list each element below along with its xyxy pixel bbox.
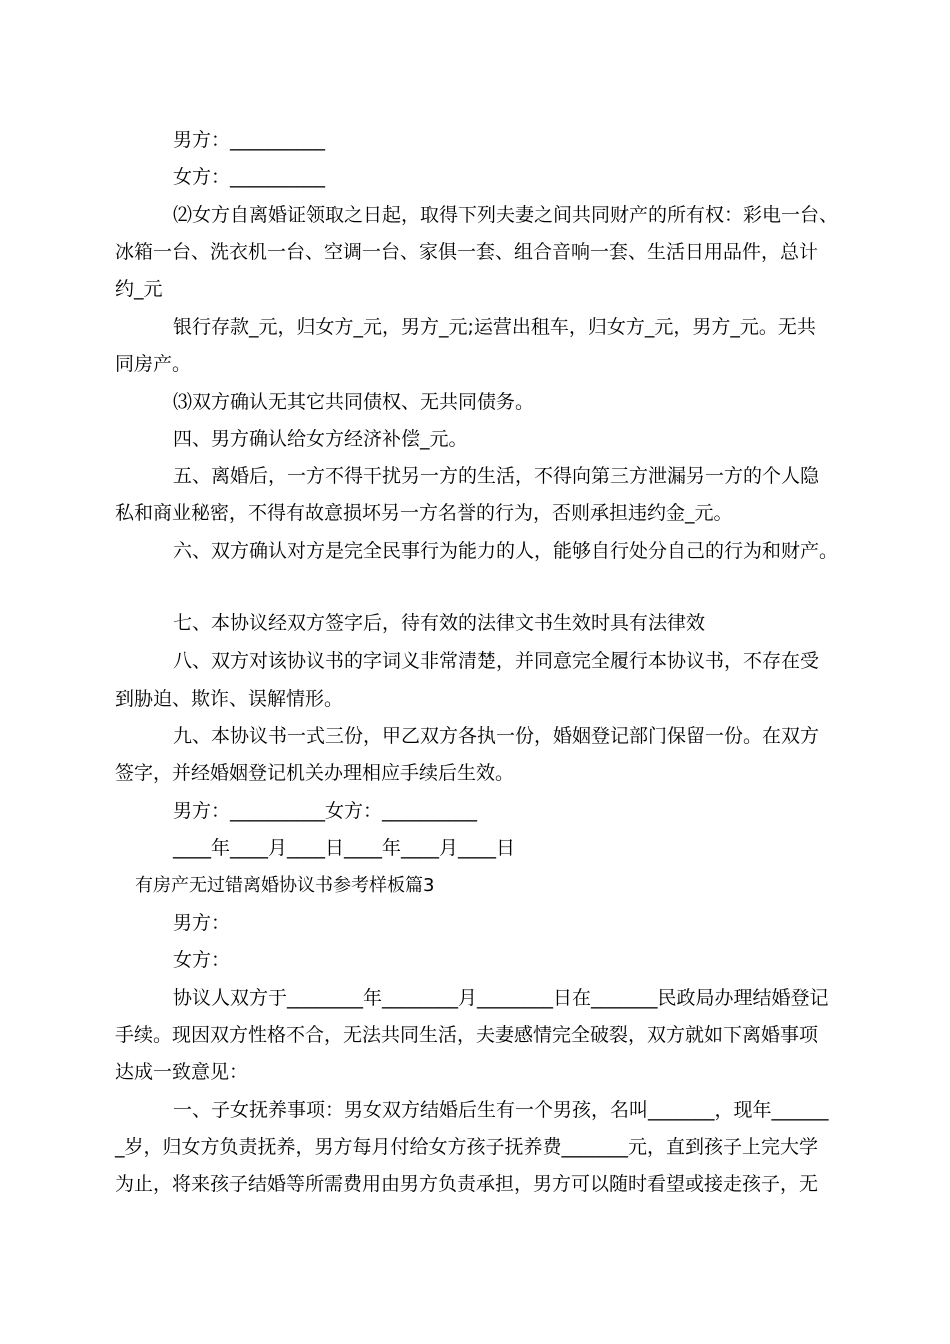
paragraph-line: 达成一致意见：	[115, 1061, 249, 1083]
paragraph-line: 女方：	[173, 949, 231, 971]
section-heading: 有房产无过错离婚协议书参考样板篇3	[135, 875, 435, 896]
paragraph-line: 到胁迫、欺诈、误解情形。	[115, 688, 344, 710]
signature-line: 男方：__________女方：__________	[173, 800, 478, 822]
paragraph-line: 约_元	[115, 278, 163, 300]
paragraph-line: _岁，归女方负责抚养，男方每月付给女方孩子抚养费_______元，直到孩子上完大学	[115, 1136, 819, 1158]
paragraph-line: 九、本协议书一式三份，甲乙双方各执一份，婚姻登记部门保留一份。在双方	[173, 725, 820, 747]
paragraph-line: 五、离婚后，一方不得干扰另一方的生活，不得向第三方泄漏另一方的个人隐	[173, 465, 820, 487]
paragraph-line: 签字，并经婚姻登记机关办理相应手续后生效。	[115, 762, 515, 784]
paragraph-line: 同房产。	[115, 353, 192, 375]
paragraph-line: 协议人双方于________年________月________日在_______民政局办理结婚登记	[173, 987, 829, 1009]
paragraph-line: 七、本协议经双方签字后，待有效的法律文书生效时具有法律效	[173, 612, 706, 634]
date-line: ____年____月____日____年____月____日	[173, 837, 516, 859]
paragraph-line: ⑵女方自离婚证领取之日起，取得下列夫妻之间共同财产的所有权：彩电一台、	[173, 204, 839, 226]
paragraph-line: 私和商业秘密，不得有故意损坏另一方名誉的行为，否则承担违约金_元。	[115, 502, 733, 524]
paragraph-line: ⑶双方确认无其它共同债权、无共同债务。	[173, 391, 535, 413]
paragraph-line: 八、双方对该协议书的字词义非常清楚，并同意完全履行本协议书，不存在受	[173, 650, 820, 672]
paragraph-line: 银行存款_元，归女方_元，男方_元;运营出租车，归女方_元，男方_元。无共	[173, 316, 816, 338]
paragraph-line: 男方：	[173, 912, 231, 934]
paragraph-line: 女方：__________	[173, 166, 326, 188]
paragraph-line: 一、子女抚养事项：男女双方结婚后生有一个男孩，名叫_______，现年______	[173, 1099, 829, 1121]
paragraph-line: 男方：__________	[173, 129, 326, 151]
paragraph-line: 六、双方确认对方是完全民事行为能力的人，能够自行处分自己的行为和财产。	[173, 540, 839, 562]
paragraph-line: 为止，将来孩子结婚等所需费用由男方负责承担，男方可以随时看望或接走孩子，无	[115, 1173, 819, 1195]
paragraph-line: 四、男方确认给女方经济补偿_元。	[173, 428, 468, 450]
paragraph-line: 冰箱一台、洗衣机一台、空调一台、家俱一套、组合音响一套、生活日用品件，总计	[115, 241, 819, 263]
paragraph-line: 手续。现因双方性格不合，无法共同生活，夫妻感情完全破裂，双方就如下离婚事项	[115, 1024, 819, 1046]
